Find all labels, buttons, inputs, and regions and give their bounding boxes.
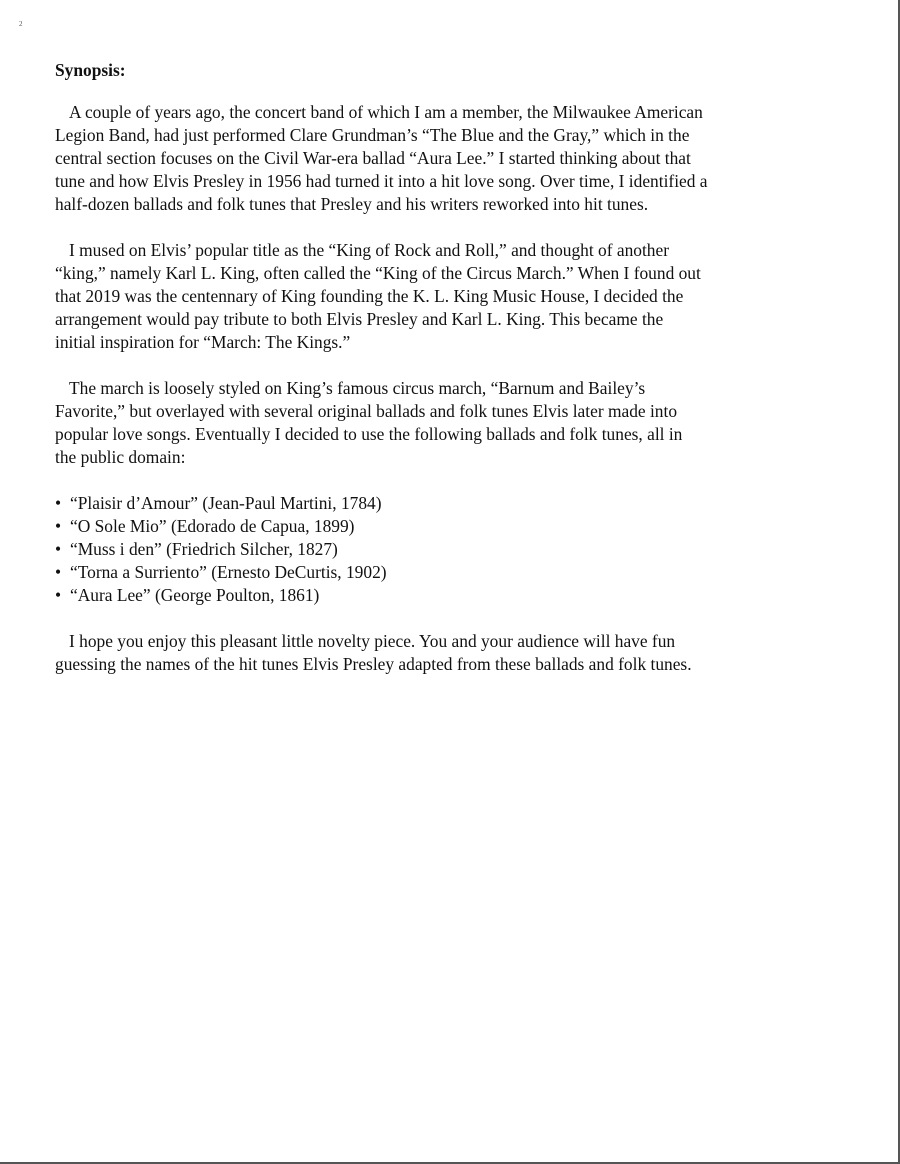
bullet-icon: • xyxy=(55,562,62,582)
list-item xyxy=(55,515,855,538)
paragraph-line: I hope you enjoy this pleasant little novelty piece. You and your audience will have fun xyxy=(69,631,676,651)
paragraph-line: Legion Band, had just performed Clare Grundman’s “The Blue and the Gray,” which in the xyxy=(55,125,690,145)
bullet-icon: • xyxy=(55,585,62,605)
paragraph-march xyxy=(55,377,855,469)
paragraph-line: Favorite,” but overlayed with several original ballads and folk tunes Elvis later made into xyxy=(55,401,678,421)
list-item xyxy=(55,584,855,607)
paragraph-line: initial inspiration for “March: The Kings.” xyxy=(55,332,351,352)
document-body xyxy=(55,59,855,699)
paragraph-line: arrangement would pay tribute to both Elvis Presley and Karl L. King. This became the xyxy=(55,309,664,329)
paragraph-line: guessing the names of the hit tunes Elvis Presley adapted from these ballads and folk tunes. xyxy=(55,654,692,674)
paragraph-line: A couple of years ago, the concert band of which I am a member, the Milwaukee American xyxy=(69,102,703,122)
bullet-icon: • xyxy=(55,539,62,559)
tune-title: “Aura Lee” (George Poulton, 1861) xyxy=(70,585,320,605)
paragraph-closing xyxy=(55,630,855,676)
paragraph-line: the public domain: xyxy=(55,447,186,467)
paragraph-line: central section focuses on the Civil War-era ballad “Aura Lee.” I started thinking about that xyxy=(55,148,691,168)
paragraph-line: popular love songs. Eventually I decided to use the following ballads and folk tunes, all in xyxy=(55,424,683,444)
tune-title: “O Sole Mio” (Edorado de Capua, 1899) xyxy=(70,516,355,536)
paragraph-line: half-dozen ballads and folk tunes that Presley and his writers reworked into hit tunes. xyxy=(55,194,649,214)
bullet-icon: • xyxy=(55,516,62,536)
paragraph-line: that 2019 was the centennary of King founding the K. L. King Music House, I decided the xyxy=(55,286,684,306)
synopsis-heading: Synopsis: xyxy=(55,60,126,80)
tune-title: “Plaisir d’Amour” (Jean-Paul Martini, 1784) xyxy=(70,493,382,513)
paragraph-line: I mused on Elvis’ popular title as the “King of Rock and Roll,” and thought of another xyxy=(69,240,670,260)
tune-title: “Torna a Surriento” (Ernesto DeCurtis, 1902) xyxy=(70,562,387,582)
list-item xyxy=(55,492,855,515)
paragraph-kings xyxy=(55,239,855,354)
list-item xyxy=(55,561,855,584)
paragraph-line: The march is loosely styled on King’s famous circus march, “Barnum and Bailey’s xyxy=(69,378,646,398)
paragraph-line: “king,” namely Karl L. King, often called the “King of the Circus March.” When I found out xyxy=(55,263,701,283)
paragraph-intro xyxy=(55,101,855,216)
paragraph-line: tune and how Elvis Presley in 1956 had turned it into a hit love song. Over time, I identified a xyxy=(55,171,708,191)
bullet-icon: • xyxy=(55,493,62,513)
list-item xyxy=(55,538,855,561)
page-number: 2 xyxy=(19,20,23,28)
tune-list xyxy=(55,492,855,607)
tune-title: “Muss i den” (Friedrich Silcher, 1827) xyxy=(70,539,338,559)
